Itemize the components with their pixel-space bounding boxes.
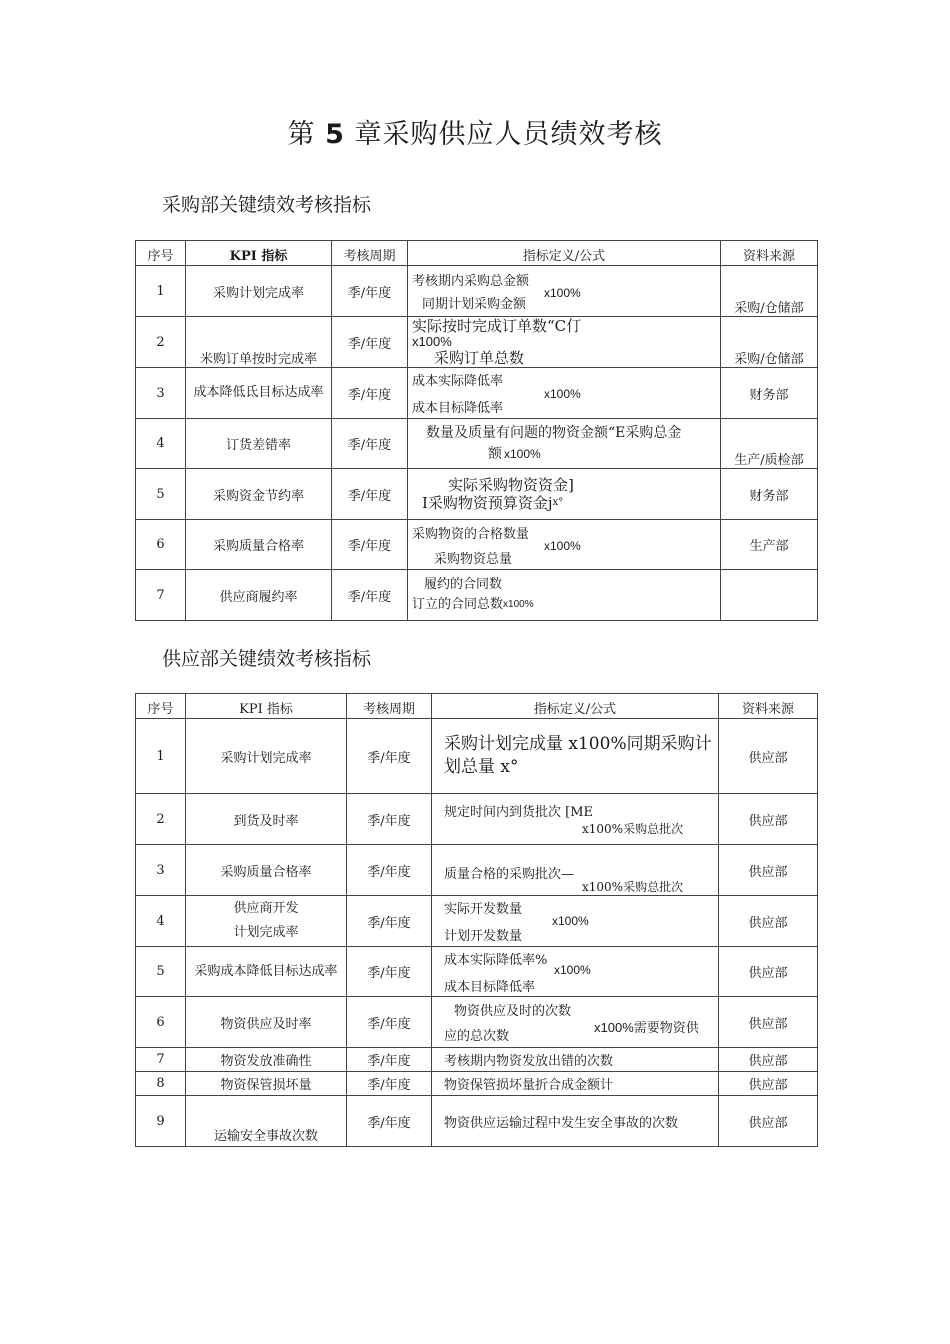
table-row	[136, 266, 818, 317]
supply-kpi-table	[135, 693, 818, 1147]
cell-no: 9	[136, 1096, 186, 1147]
table-row	[136, 419, 818, 469]
cell-no: 4	[136, 896, 186, 947]
formula-multiplier: x100%	[544, 286, 581, 300]
cell-kpi: 采购成本降低目标达成率	[186, 947, 347, 997]
formula-multiplier: x°	[552, 497, 564, 508]
table-row	[136, 1048, 818, 1072]
formula-numerator: 履约的合同数	[424, 577, 503, 592]
cell-formula	[408, 469, 721, 520]
table-row	[136, 368, 818, 419]
cell-period: 季/年度	[332, 317, 408, 368]
page-title	[0, 112, 950, 151]
formula-denominator: 计划开发数量	[444, 929, 523, 944]
header-formula: 指标定义/公式	[432, 694, 719, 719]
formula-denominator-text: I采购物资预算资金j	[422, 494, 553, 512]
cell-source: 供应部	[719, 1096, 818, 1147]
cell-period: 季/年度	[347, 1048, 432, 1072]
formula-denominator: 同期计划采购金额	[422, 297, 527, 312]
cell-kpi: 米购订单按时完成率	[186, 317, 332, 368]
formula-denominator-text: 订立的合同总数	[412, 597, 504, 612]
title-chapter-number: 5	[325, 119, 345, 150]
cell-period: 季/年度	[347, 794, 432, 845]
header-no: 序号	[136, 694, 186, 719]
formula-numerator: 成本实际降低率	[412, 374, 504, 389]
cell-formula	[408, 570, 721, 621]
formula-multiplier: x100%	[412, 334, 452, 349]
header-kpi: KPI 指标	[186, 241, 332, 266]
cell-period: 季/年度	[332, 419, 408, 469]
cell-kpi: 运输安全事故次数	[186, 1096, 347, 1147]
table-header-row	[136, 694, 818, 719]
cell-no: 6	[136, 997, 186, 1048]
cell-source: 供应部	[719, 896, 818, 947]
formula-numerator: 物资供应及时的次数	[454, 1004, 572, 1019]
formula-denominator	[412, 494, 716, 512]
cell-kpi: 物资发放准确性	[186, 1048, 347, 1072]
cell-formula	[408, 520, 721, 570]
cell-no: 5	[136, 947, 186, 997]
table-row	[136, 317, 818, 368]
table-row	[136, 947, 818, 997]
cell-formula	[432, 794, 719, 845]
table-row	[136, 469, 818, 520]
cell-kpi: 采购质量合格率	[186, 520, 332, 570]
formula-multiplier: x100%	[554, 963, 591, 977]
formula-multiplier: x100%	[503, 599, 534, 610]
table-row	[136, 1096, 818, 1147]
procurement-kpi-table	[135, 240, 818, 621]
cell-period: 季/年度	[332, 570, 408, 621]
formula-numerator: 成本实际降低率%	[444, 952, 548, 968]
cell-kpi: 成本降低氐目标达成率	[186, 368, 332, 419]
cell-formula: 物资保管损坏量折合成金额计	[432, 1072, 719, 1096]
formula-multiplier: x100%	[552, 914, 589, 928]
cell-period: 季/年度	[347, 997, 432, 1048]
formula-numerator: 实际采购物资资金]	[448, 476, 574, 494]
formula-numerator: 实际开发数量	[444, 902, 523, 917]
cell-kpi: 物资保管损坏量	[186, 1072, 347, 1096]
header-period: 考核周期	[347, 694, 432, 719]
formula-multiplier: x100%	[544, 539, 581, 553]
formula-numerator: 采购物资的合格数量	[412, 526, 530, 542]
cell-formula	[408, 317, 721, 368]
formula-denominator: x100%采购总批次	[582, 880, 684, 894]
formula-numerator: 规定时间内到货批次 [ME	[444, 805, 594, 820]
cell-kpi	[186, 896, 347, 947]
formula-denominator: 采购物资总量	[434, 551, 513, 567]
formula-numerator: 数量及质量有问题的物资金额“E采购总金	[426, 424, 682, 441]
formula-multiplier: x100%	[544, 387, 581, 401]
formula-denominator: 应的总次数	[444, 1029, 510, 1044]
table-row	[136, 997, 818, 1048]
formula-denominator	[412, 444, 716, 465]
formula-numerator: 实际按时完成订单数“C仃	[412, 317, 582, 335]
cell-source: 生产/质检部	[721, 419, 818, 469]
cell-no: 5	[136, 469, 186, 520]
table-row	[136, 794, 818, 845]
kpi-line-1: 供应商开发	[233, 901, 299, 916]
header-no: 序号	[136, 241, 186, 266]
table-row	[136, 845, 818, 896]
cell-no: 7	[136, 1048, 186, 1072]
cell-formula: 考核期内物资发放出错的次数	[432, 1048, 719, 1072]
cell-period: 季/年度	[347, 896, 432, 947]
table-row	[136, 719, 818, 794]
table-header-row	[136, 241, 818, 266]
cell-formula	[408, 368, 721, 419]
formula-denominator	[412, 595, 716, 615]
cell-source: 财务部	[721, 368, 818, 419]
cell-formula	[432, 947, 719, 997]
cell-source: 供应部	[719, 997, 818, 1048]
cell-kpi: 订货差错率	[186, 419, 332, 469]
cell-kpi: 采购计划完成率	[186, 266, 332, 317]
cell-source: 采购/仓储部	[721, 266, 818, 317]
cell-no: 3	[136, 368, 186, 419]
cell-kpi: 采购计划完成率	[186, 719, 347, 794]
cell-kpi: 采购质量合格率	[186, 845, 347, 896]
section-heading-supply: 供应部关键绩效考核指标	[162, 648, 372, 670]
cell-kpi: 采购资金节约率	[186, 469, 332, 520]
formula-denominator-text: 额	[488, 445, 502, 462]
formula-multiplier: x100%	[504, 446, 541, 461]
header-formula: 指标定义/公式	[408, 241, 721, 266]
cell-period: 季/年度	[332, 469, 408, 520]
cell-period: 季/年度	[347, 845, 432, 896]
cell-source	[721, 570, 818, 621]
formula-denominator: 成本目标降低率	[444, 979, 536, 995]
cell-source: 生产部	[721, 520, 818, 570]
cell-source: 供应部	[719, 947, 818, 997]
cell-no: 8	[136, 1072, 186, 1096]
cell-period: 季/年度	[332, 368, 408, 419]
cell-source: 财务部	[721, 469, 818, 520]
table-row	[136, 520, 818, 570]
cell-no: 2	[136, 317, 186, 368]
cell-formula	[408, 266, 721, 317]
section-heading-procurement: 采购部关键绩效考核指标	[162, 194, 372, 216]
header-source: 资料来源	[719, 694, 818, 719]
header-kpi: KPI 指标	[186, 694, 347, 719]
cell-source: 供应部	[719, 1072, 818, 1096]
cell-source: 供应部	[719, 845, 818, 896]
formula-denominator: 成本目标降低率	[412, 401, 504, 416]
cell-source: 供应部	[719, 1048, 818, 1072]
cell-source: 供应部	[719, 794, 818, 845]
header-period: 考核周期	[332, 241, 408, 266]
cell-no: 3	[136, 845, 186, 896]
cell-kpi: 到货及时率	[186, 794, 347, 845]
cell-period: 季/年度	[347, 1096, 432, 1147]
cell-kpi: 供应商履约率	[186, 570, 332, 621]
cell-period: 季/年度	[347, 947, 432, 997]
table-row	[136, 896, 818, 947]
cell-period: 季/年度	[347, 1072, 432, 1096]
table-row	[136, 1072, 818, 1096]
cell-formula	[432, 997, 719, 1048]
cell-formula	[408, 419, 721, 469]
formula-denominator: x100%采购总批次	[582, 822, 684, 836]
cell-no: 1	[136, 719, 186, 794]
formula-numerator: 考核期内采购总金额	[412, 274, 530, 289]
cell-period: 季/年度	[332, 266, 408, 317]
cell-no: 7	[136, 570, 186, 621]
cell-period: 季/年度	[347, 719, 432, 794]
title-prefix: 第	[287, 119, 316, 150]
cell-no: 4	[136, 419, 186, 469]
cell-formula: 物资供应运输过程中发生安全事故的次数	[432, 1096, 719, 1147]
kpi-line-2: 计划完成率	[233, 925, 299, 940]
header-source: 资料来源	[721, 241, 818, 266]
formula-denominator: 采购订单总数	[434, 349, 525, 367]
cell-source: 采购/仓储部	[721, 317, 818, 368]
cell-formula: 采购计划完成量 x100%同期采购计划总量 x°	[432, 719, 719, 794]
cell-period: 季/年度	[332, 520, 408, 570]
title-text: 章采购供应人员绩效考核	[354, 119, 663, 150]
cell-formula	[432, 845, 719, 896]
cell-formula	[432, 896, 719, 947]
cell-no: 2	[136, 794, 186, 845]
formula-multiplier: x100%需要物资供	[594, 1020, 699, 1035]
cell-source: 供应部	[719, 719, 818, 794]
cell-kpi: 物资供应及时率	[186, 997, 347, 1048]
cell-no: 6	[136, 520, 186, 570]
cell-no: 1	[136, 266, 186, 317]
table-row	[136, 570, 818, 621]
formula-numerator: 质量合格的采购批次—	[444, 867, 575, 882]
